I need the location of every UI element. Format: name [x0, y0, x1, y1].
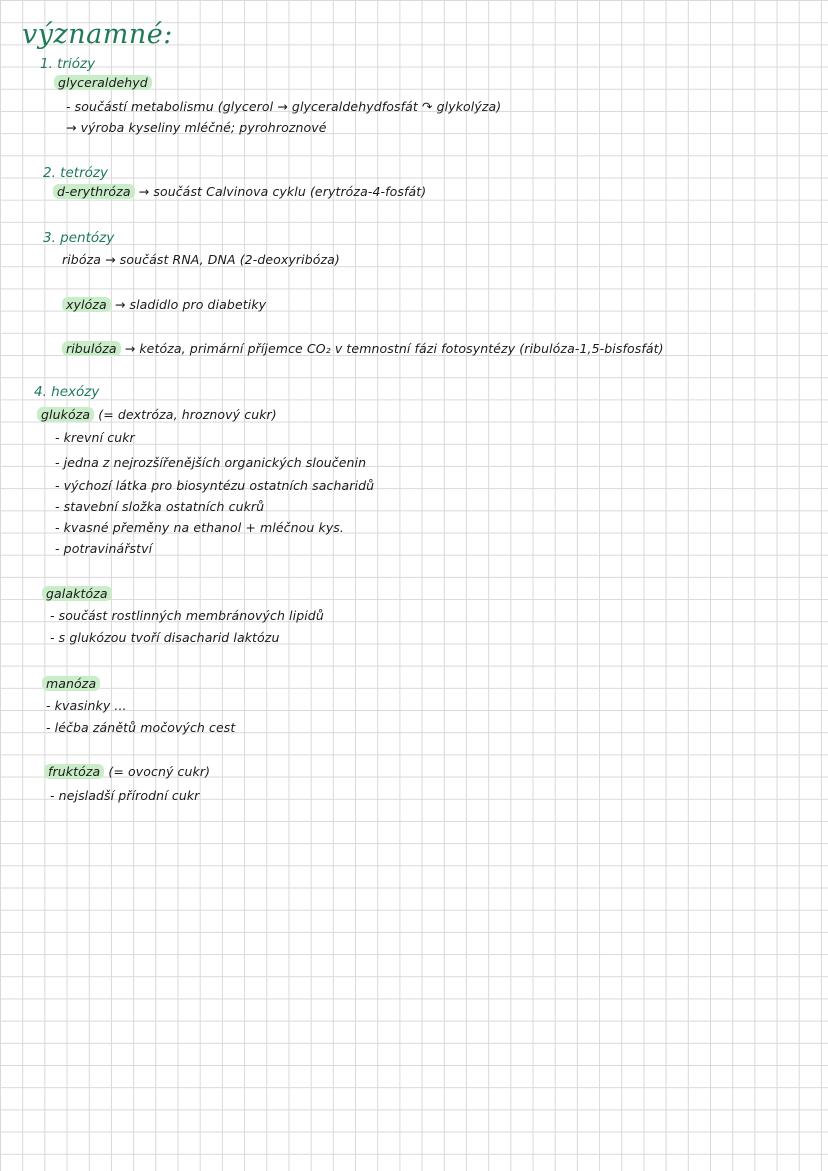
term-description: → součást RNA, DNA (2-deoxyribóza)	[101, 252, 340, 267]
section-heading-pentozy: 3. pentózy	[43, 230, 115, 246]
term-line-glyceraldehyd	[58, 75, 152, 91]
term-description: → součást Calvinova cyklu (erytróza-4-fosfát)	[134, 184, 427, 199]
note-line: - výchozí látka pro biosyntézu ostatních sacharidů	[55, 478, 375, 493]
note-line: - krevní cukr	[55, 430, 135, 445]
term-fruktoza: fruktóza	[44, 764, 104, 779]
term-description: (= dextróza, hroznový cukr)	[94, 407, 277, 422]
term-line-fruktoza	[48, 764, 210, 780]
note-line: - s glukózou tvoří disacharid laktózu	[50, 630, 280, 645]
note-line: - součástí metabolismu (glycerol → glyceraldehydfosfát ↷ glykolýza)	[66, 99, 502, 114]
page-title: významné:	[22, 19, 173, 50]
section-heading-hexozy: 4. hexózy	[34, 384, 100, 400]
note-line: - potravinářství	[55, 541, 153, 556]
term-glyceraldehyd: glyceraldehyd	[54, 75, 152, 90]
term-ribuloza: ribulóza	[62, 341, 121, 356]
term-galaktoza: galaktóza	[42, 586, 112, 601]
section-heading-tetrozy: 2. tetrózy	[43, 165, 108, 181]
term-manoza: manóza	[42, 676, 100, 691]
note-line: - nejsladší přírodní cukr	[50, 788, 200, 803]
term-description: (= ovocný cukr)	[104, 764, 211, 779]
term-line-galaktoza	[46, 586, 112, 602]
term-description: → sladidlo pro diabetiky	[110, 297, 267, 312]
note-line: - léčba zánětů močových cest	[46, 720, 236, 735]
term-description: → ketóza, primární příjemce CO₂ v temnostní fázi fotosyntézy (ribulóza-1,5-bisfosfát)	[120, 341, 664, 356]
note-line: - jedna z nejrozšířenějších organických sloučenin	[55, 455, 367, 470]
term-line-erythroza	[57, 184, 426, 200]
term-line-manoza	[46, 676, 100, 692]
term-line-riboza	[62, 252, 340, 268]
term-line-glukoza	[41, 407, 277, 423]
section-heading-triozy: 1. triózy	[40, 56, 96, 72]
term-xyloza: xylóza	[62, 297, 111, 312]
term-line-ribuloza	[66, 341, 664, 357]
note-line: → výroba kyseliny mléčné; pyrohroznové	[66, 120, 327, 135]
note-line: - stavební složka ostatních cukrů	[55, 499, 265, 514]
term-d-erythroza: d-erythróza	[53, 184, 135, 199]
term-line-xyloza	[66, 297, 266, 313]
note-line: - kvasinky ...	[46, 698, 127, 713]
note-line: - kvasné přeměny na ethanol + mléčnou kys.	[55, 520, 344, 535]
term-riboza: ribóza	[62, 252, 102, 267]
term-glukoza: glukóza	[37, 407, 94, 422]
note-line: - součást rostlinných membránových lipidů	[50, 608, 324, 623]
